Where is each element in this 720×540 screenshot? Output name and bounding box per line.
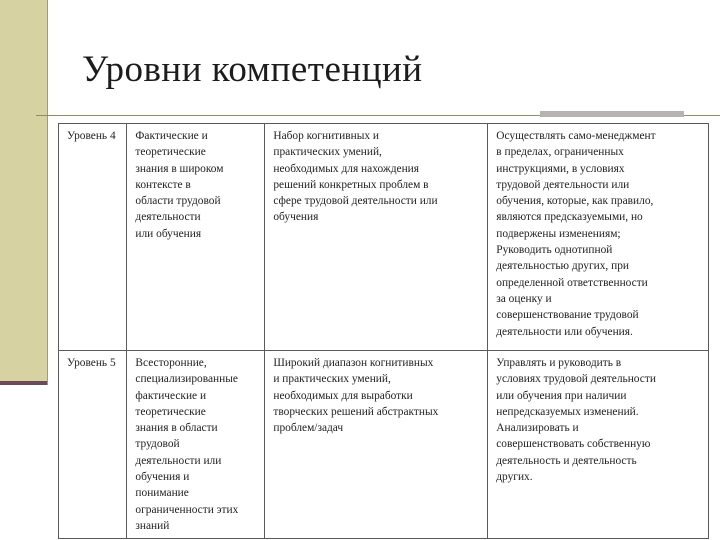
slide-title: Уровни компетенций (82, 49, 423, 90)
left-decorative-band (0, 0, 47, 385)
competence-cell: Осуществлять само-менеджмент в пределах, ограниченных инструкциями, в условиях трудовой деятельности или обучения, которые, как правило, являются предсказуемыми, но подвержены изменениям; Руководить однотипной деятельностью других, при определенной ответственности за оценку и совершенствование трудовой деятельности или обучения. (488, 124, 709, 351)
competence-table (58, 123, 709, 539)
left-divider-line (47, 0, 48, 385)
skills-cell: Набор когнитивных и практических умений, необходимых для нахождения решений конкретных проблем в сфере трудовой деятельности или обучения (265, 124, 488, 351)
level-cell: Уровень 4 (59, 124, 127, 351)
skills-cell: Широкий диапазон когнитивных и практических умений, необходимых для выработки творческих решений абстрактных проблем/задач (265, 351, 488, 539)
table-row (59, 124, 709, 351)
title-rule-accent (540, 111, 684, 117)
level-cell: Уровень 5 (59, 351, 127, 539)
knowledge-cell: Всесторонние, специализированные фактические и теоретические знания в области трудовой деятельности или обучения и понимание ограниченности этих знаний (127, 351, 265, 539)
competence-cell: Управлять и руководить в условиях трудовой деятельности или обучения при наличии непредсказуемых изменений. Анализировать и совершенствовать собственную деятельность и деятельность других. (488, 351, 709, 539)
table-row (59, 351, 709, 539)
knowledge-cell: Фактические и теоретические знания в широком контексте в области трудовой деятельности или обучения (127, 124, 265, 351)
left-band-underline (0, 381, 47, 385)
